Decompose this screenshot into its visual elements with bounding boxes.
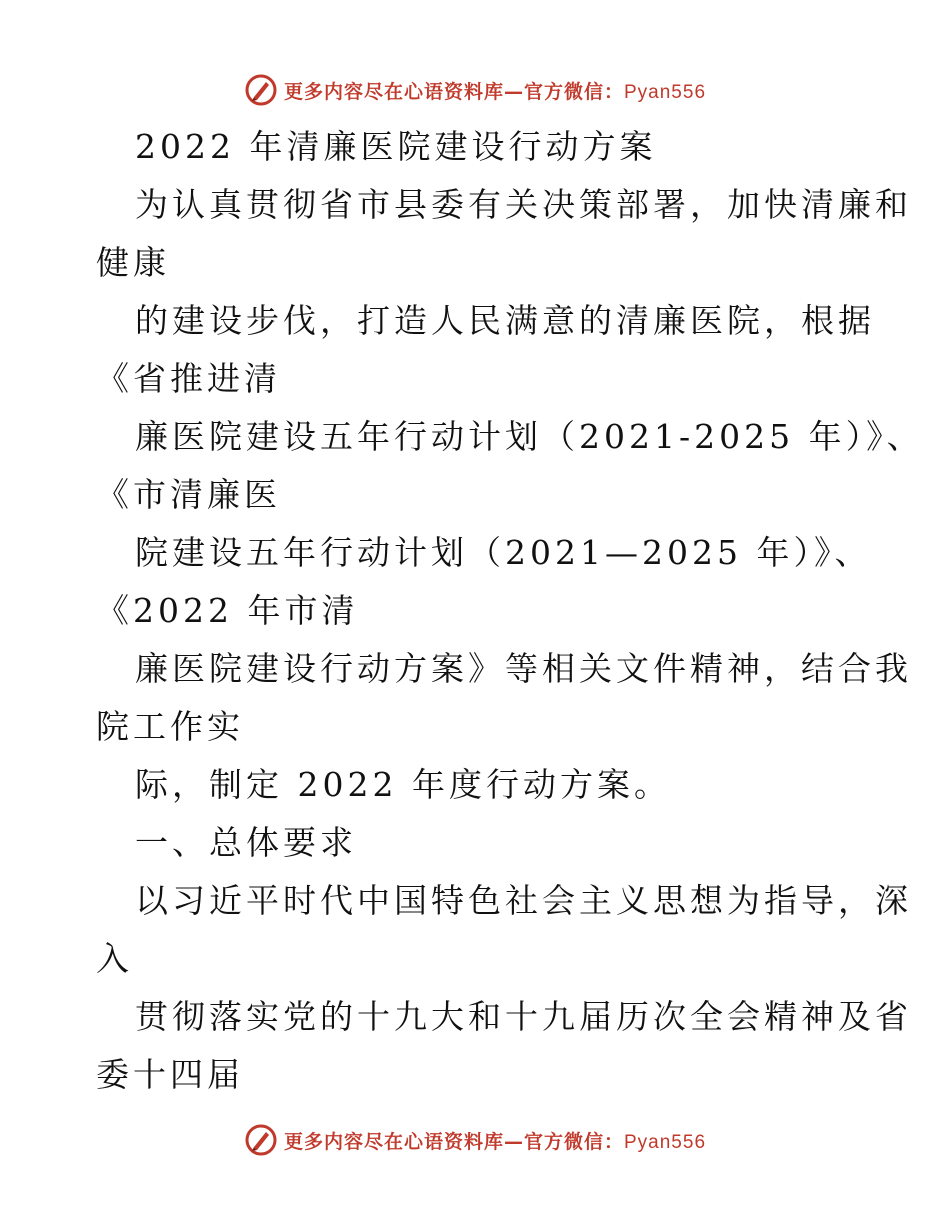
paragraph-line: 院建设五年行动计划（2021—2025 年）》、: [135, 533, 872, 572]
paragraph-line: 廉医院建设五年行动计划（2021-2025 年）》、: [135, 417, 924, 456]
paragraph-line: 委十四届: [96, 1055, 244, 1094]
pen-logo-icon: [244, 1123, 278, 1157]
paragraph-line: 的建设步伐，打造人民满意的清廉医院，根据: [135, 301, 875, 340]
section-heading: 一、总体要求: [135, 823, 357, 862]
paragraph-line: 院工作实: [96, 707, 244, 746]
paragraph-line: 以习近平时代中国特色社会主义思想为指导，深: [135, 881, 912, 920]
watermark-banner-top: [0, 70, 950, 110]
watermark-text: 更多内容尽在心语资料库—官方微信：Pyan556: [283, 1130, 707, 1153]
paragraph-line: 为认真贯彻省市县委有关决策部署，加快清廉和: [135, 185, 912, 224]
document-body: [0, 118, 950, 1104]
paragraph-line: 健康: [96, 243, 170, 282]
pen-logo-icon: [244, 73, 278, 107]
watermark-banner-bottom: [0, 1120, 950, 1160]
paragraph-line: 贯彻落实党的十九大和十九届历次全会精神及省: [135, 997, 912, 1036]
paragraph-line: 廉医院建设行动方案》等相关文件精神，结合我: [135, 649, 912, 688]
paragraph-line: 际，制定 2022 年度行动方案。: [135, 765, 671, 804]
paragraph-line: 《市清廉医: [96, 475, 281, 514]
paragraph-line: 《省推进清: [96, 359, 281, 398]
paragraph-line: 入: [96, 939, 133, 978]
paragraph-line: 《2022 年市清: [96, 591, 359, 630]
watermark-text: 更多内容尽在心语资料库—官方微信：Pyan556: [283, 80, 707, 103]
doc-title: 2022 年清廉医院建设行动方案: [135, 127, 657, 166]
